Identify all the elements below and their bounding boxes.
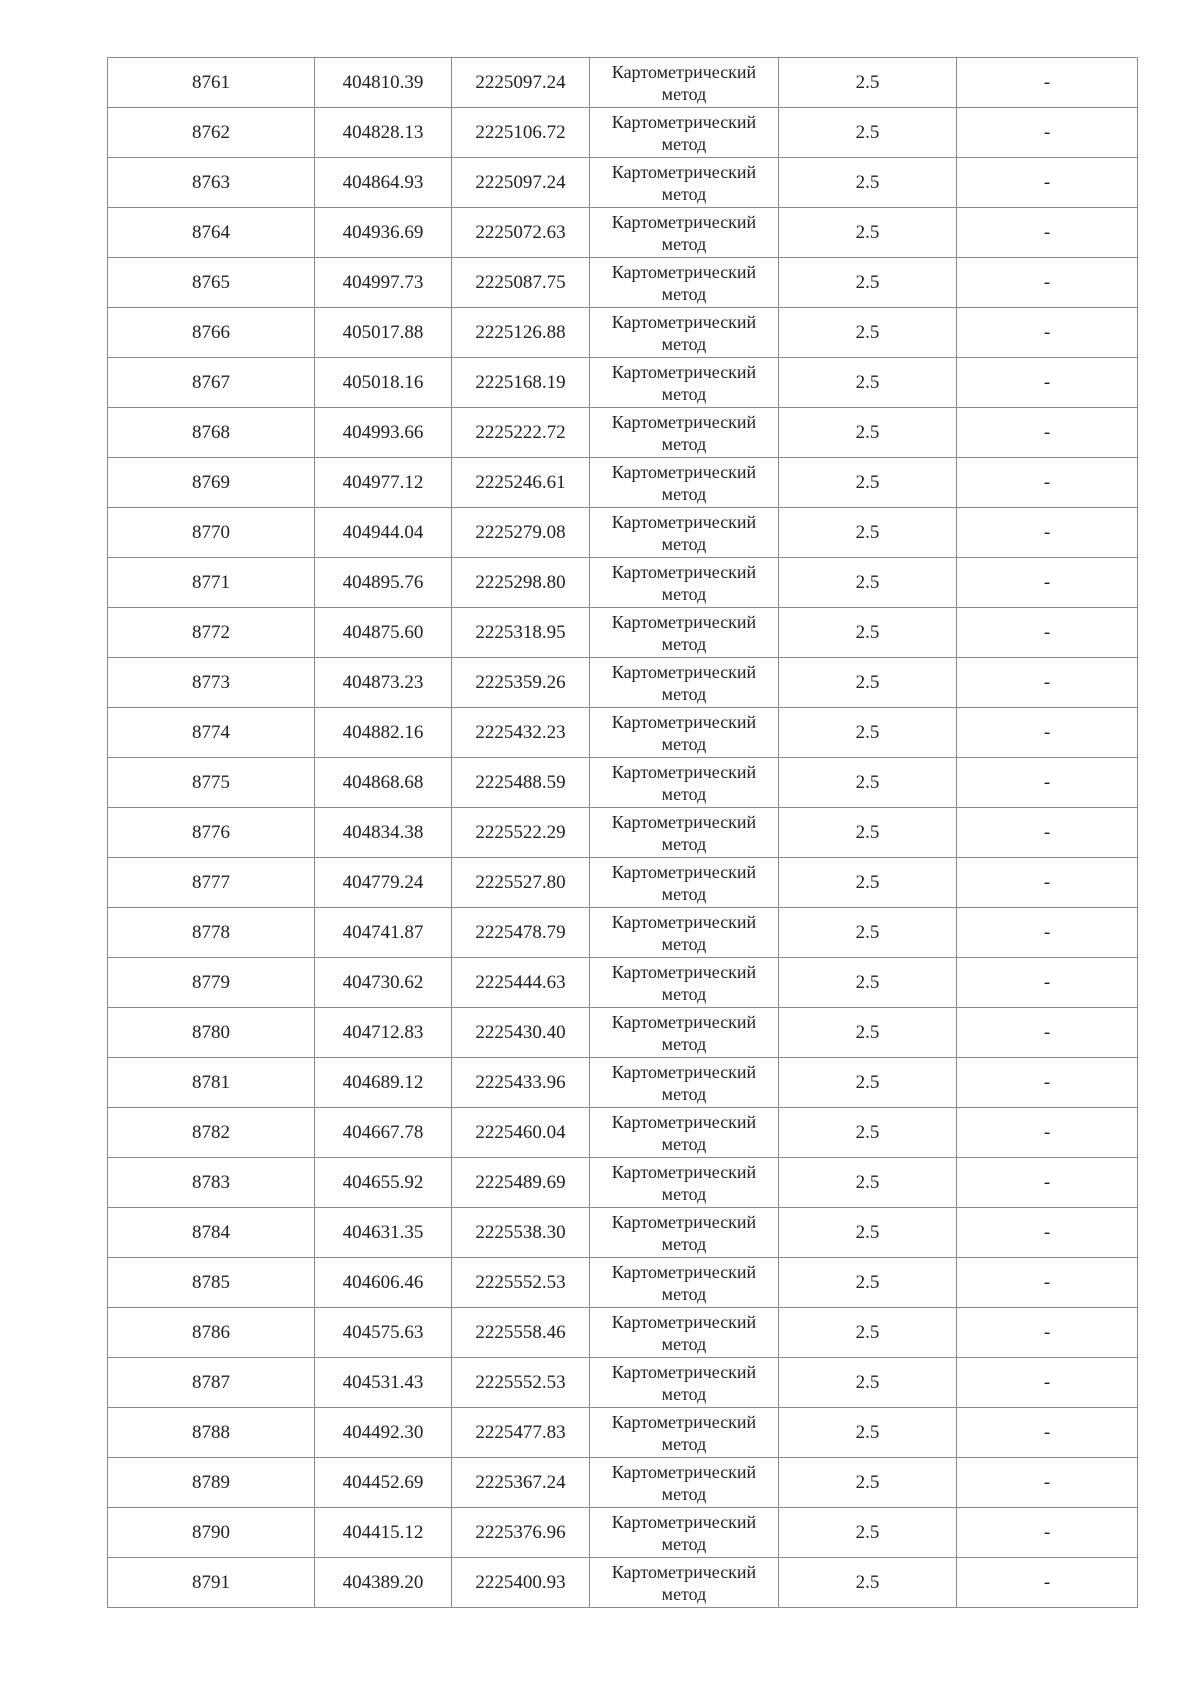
note-cell: -	[957, 1308, 1138, 1358]
table-row	[108, 158, 1138, 208]
point-number-cell: 8790	[108, 1508, 315, 1558]
accuracy-cell: 2.5	[779, 808, 957, 858]
method-cell	[590, 958, 779, 1008]
x-coordinate-cell: 404689.12	[315, 1058, 452, 1108]
table-row	[108, 1358, 1138, 1408]
method-cell	[590, 558, 779, 608]
point-number-cell: 8761	[108, 58, 315, 108]
point-number-cell: 8789	[108, 1458, 315, 1508]
note-cell: -	[957, 958, 1138, 1008]
coordinates-table	[107, 57, 1138, 1608]
accuracy-cell: 2.5	[779, 708, 957, 758]
x-coordinate-cell: 404492.30	[315, 1408, 452, 1458]
method-cell	[590, 858, 779, 908]
method-cell	[590, 1108, 779, 1158]
method-cell	[590, 458, 779, 508]
method-line-1: Картометрический	[611, 262, 757, 282]
y-coordinate-cell: 2225318.95	[452, 608, 590, 658]
x-coordinate-cell: 404730.62	[315, 958, 452, 1008]
method-line-2: метод	[661, 1034, 707, 1054]
y-coordinate-cell: 2225097.24	[452, 58, 590, 108]
method-cell	[590, 1308, 779, 1358]
x-coordinate-cell: 404452.69	[315, 1458, 452, 1508]
table-row	[108, 1508, 1138, 1558]
x-coordinate-cell: 404655.92	[315, 1158, 452, 1208]
point-number-cell: 8773	[108, 658, 315, 708]
method-line-1: Картометрический	[611, 112, 757, 132]
method-cell	[590, 108, 779, 158]
accuracy-cell: 2.5	[779, 458, 957, 508]
note-cell: -	[957, 1258, 1138, 1308]
accuracy-cell: 2.5	[779, 358, 957, 408]
note-cell: -	[957, 108, 1138, 158]
table-row	[108, 908, 1138, 958]
method-line-2: метод	[661, 1084, 707, 1104]
table-row	[108, 808, 1138, 858]
table-row	[108, 208, 1138, 258]
accuracy-cell: 2.5	[779, 1208, 957, 1258]
accuracy-cell: 2.5	[779, 58, 957, 108]
method-line-1: Картометрический	[611, 862, 757, 882]
table-row	[108, 958, 1138, 1008]
method-line-2: метод	[661, 984, 707, 1004]
table-row	[108, 658, 1138, 708]
method-line-2: метод	[661, 434, 707, 454]
note-cell: -	[957, 1458, 1138, 1508]
table-row	[108, 1258, 1138, 1308]
point-number-cell: 8776	[108, 808, 315, 858]
method-cell	[590, 1358, 779, 1408]
method-line-1: Картометрический	[611, 462, 757, 482]
method-cell	[590, 808, 779, 858]
method-line-1: Картометрический	[611, 812, 757, 832]
method-line-2: метод	[661, 484, 707, 504]
y-coordinate-cell: 2225087.75	[452, 258, 590, 308]
accuracy-cell: 2.5	[779, 658, 957, 708]
accuracy-cell: 2.5	[779, 408, 957, 458]
accuracy-cell: 2.5	[779, 1258, 957, 1308]
accuracy-cell: 2.5	[779, 258, 957, 308]
x-coordinate-cell: 404606.46	[315, 1258, 452, 1308]
point-number-cell: 8772	[108, 608, 315, 658]
accuracy-cell: 2.5	[779, 858, 957, 908]
note-cell: -	[957, 408, 1138, 458]
table-row	[108, 1558, 1138, 1608]
table-row	[108, 258, 1138, 308]
point-number-cell: 8780	[108, 1008, 315, 1058]
y-coordinate-cell: 2225558.46	[452, 1308, 590, 1358]
method-line-1: Картометрический	[611, 362, 757, 382]
table-row	[108, 58, 1138, 108]
y-coordinate-cell: 2225489.69	[452, 1158, 590, 1208]
point-number-cell: 8775	[108, 758, 315, 808]
method-cell	[590, 358, 779, 408]
x-coordinate-cell: 404993.66	[315, 408, 452, 458]
point-number-cell: 8779	[108, 958, 315, 1008]
method-cell	[590, 1508, 779, 1558]
method-line-1: Картометрический	[611, 912, 757, 932]
table-row	[108, 408, 1138, 458]
point-number-cell: 8782	[108, 1108, 315, 1158]
method-cell	[590, 1458, 779, 1508]
accuracy-cell: 2.5	[779, 1108, 957, 1158]
x-coordinate-cell: 405017.88	[315, 308, 452, 358]
method-line-2: метод	[661, 534, 707, 554]
note-cell: -	[957, 1108, 1138, 1158]
x-coordinate-cell: 404977.12	[315, 458, 452, 508]
method-line-2: метод	[661, 684, 707, 704]
method-cell	[590, 1408, 779, 1458]
y-coordinate-cell: 2225488.59	[452, 758, 590, 808]
method-line-1: Картометрический	[611, 562, 757, 582]
note-cell: -	[957, 658, 1138, 708]
note-cell: -	[957, 708, 1138, 758]
x-coordinate-cell: 405018.16	[315, 358, 452, 408]
point-number-cell: 8771	[108, 558, 315, 608]
method-line-1: Картометрический	[611, 1062, 757, 1082]
point-number-cell: 8777	[108, 858, 315, 908]
y-coordinate-cell: 2225522.29	[452, 808, 590, 858]
accuracy-cell: 2.5	[779, 608, 957, 658]
table-row	[108, 1008, 1138, 1058]
table-row	[108, 608, 1138, 658]
accuracy-cell: 2.5	[779, 508, 957, 558]
method-line-1: Картометрический	[611, 1562, 757, 1582]
method-line-2: метод	[661, 834, 707, 854]
method-line-1: Картометрический	[611, 1262, 757, 1282]
table-row	[108, 358, 1138, 408]
method-cell	[590, 608, 779, 658]
method-cell	[590, 1258, 779, 1308]
method-line-2: метод	[661, 1334, 707, 1354]
y-coordinate-cell: 2225552.53	[452, 1358, 590, 1408]
point-number-cell: 8786	[108, 1308, 315, 1358]
method-line-2: метод	[661, 1484, 707, 1504]
document-page	[107, 57, 1137, 1608]
point-number-cell: 8783	[108, 1158, 315, 1208]
x-coordinate-cell: 404415.12	[315, 1508, 452, 1558]
accuracy-cell: 2.5	[779, 758, 957, 808]
method-line-1: Картометрический	[611, 412, 757, 432]
point-number-cell: 8781	[108, 1058, 315, 1108]
method-line-2: метод	[661, 1134, 707, 1154]
y-coordinate-cell: 2225359.26	[452, 658, 590, 708]
method-line-1: Картометрический	[611, 1312, 757, 1332]
note-cell: -	[957, 1208, 1138, 1258]
note-cell: -	[957, 808, 1138, 858]
x-coordinate-cell: 404834.38	[315, 808, 452, 858]
x-coordinate-cell: 404936.69	[315, 208, 452, 258]
method-line-2: метод	[661, 334, 707, 354]
x-coordinate-cell: 404667.78	[315, 1108, 452, 1158]
y-coordinate-cell: 2225298.80	[452, 558, 590, 608]
method-line-2: метод	[661, 584, 707, 604]
method-line-1: Картометрический	[611, 962, 757, 982]
y-coordinate-cell: 2225246.61	[452, 458, 590, 508]
note-cell: -	[957, 558, 1138, 608]
table-row	[108, 558, 1138, 608]
method-line-1: Картометрический	[611, 1162, 757, 1182]
method-cell	[590, 908, 779, 958]
table-row	[108, 308, 1138, 358]
method-cell	[590, 308, 779, 358]
x-coordinate-cell: 404810.39	[315, 58, 452, 108]
y-coordinate-cell: 2225444.63	[452, 958, 590, 1008]
point-number-cell: 8787	[108, 1358, 315, 1408]
method-line-2: метод	[661, 234, 707, 254]
method-cell	[590, 208, 779, 258]
accuracy-cell: 2.5	[779, 1358, 957, 1408]
point-number-cell: 8767	[108, 358, 315, 408]
y-coordinate-cell: 2225433.96	[452, 1058, 590, 1108]
table-row	[108, 1058, 1138, 1108]
x-coordinate-cell: 404895.76	[315, 558, 452, 608]
x-coordinate-cell: 404875.60	[315, 608, 452, 658]
y-coordinate-cell: 2225168.19	[452, 358, 590, 408]
note-cell: -	[957, 508, 1138, 558]
method-line-1: Картометрический	[611, 712, 757, 732]
accuracy-cell: 2.5	[779, 1158, 957, 1208]
note-cell: -	[957, 458, 1138, 508]
method-line-2: метод	[661, 634, 707, 654]
accuracy-cell: 2.5	[779, 108, 957, 158]
x-coordinate-cell: 404779.24	[315, 858, 452, 908]
point-number-cell: 8766	[108, 308, 315, 358]
y-coordinate-cell: 2225367.24	[452, 1458, 590, 1508]
method-line-2: метод	[661, 1184, 707, 1204]
point-number-cell: 8785	[108, 1258, 315, 1308]
method-line-1: Картометрический	[611, 162, 757, 182]
y-coordinate-cell: 2225432.23	[452, 708, 590, 758]
y-coordinate-cell: 2225460.04	[452, 1108, 590, 1158]
method-line-2: метод	[661, 384, 707, 404]
method-line-2: метод	[661, 84, 707, 104]
method-cell	[590, 508, 779, 558]
x-coordinate-cell: 404873.23	[315, 658, 452, 708]
method-line-1: Картометрический	[611, 1362, 757, 1382]
method-line-2: метод	[661, 134, 707, 154]
table-row	[108, 708, 1138, 758]
y-coordinate-cell: 2225376.96	[452, 1508, 590, 1558]
method-line-1: Картометрический	[611, 512, 757, 532]
note-cell: -	[957, 208, 1138, 258]
note-cell: -	[957, 158, 1138, 208]
table-row	[108, 1208, 1138, 1258]
note-cell: -	[957, 358, 1138, 408]
x-coordinate-cell: 404712.83	[315, 1008, 452, 1058]
method-line-1: Картометрический	[611, 662, 757, 682]
method-line-2: метод	[661, 1534, 707, 1554]
y-coordinate-cell: 2225072.63	[452, 208, 590, 258]
accuracy-cell: 2.5	[779, 908, 957, 958]
method-line-2: метод	[661, 934, 707, 954]
note-cell: -	[957, 858, 1138, 908]
note-cell: -	[957, 1058, 1138, 1108]
point-number-cell: 8784	[108, 1208, 315, 1258]
point-number-cell: 8764	[108, 208, 315, 258]
note-cell: -	[957, 308, 1138, 358]
y-coordinate-cell: 2225106.72	[452, 108, 590, 158]
table-row	[108, 508, 1138, 558]
method-cell	[590, 258, 779, 308]
accuracy-cell: 2.5	[779, 208, 957, 258]
y-coordinate-cell: 2225430.40	[452, 1008, 590, 1058]
method-line-1: Картометрический	[611, 312, 757, 332]
method-cell	[590, 158, 779, 208]
x-coordinate-cell: 404882.16	[315, 708, 452, 758]
note-cell: -	[957, 1558, 1138, 1608]
accuracy-cell: 2.5	[779, 1558, 957, 1608]
y-coordinate-cell: 2225478.79	[452, 908, 590, 958]
point-number-cell: 8765	[108, 258, 315, 308]
point-number-cell: 8769	[108, 458, 315, 508]
table-row	[108, 1408, 1138, 1458]
method-line-2: метод	[661, 1434, 707, 1454]
table-row	[108, 1458, 1138, 1508]
note-cell: -	[957, 1508, 1138, 1558]
method-line-2: метод	[661, 1284, 707, 1304]
x-coordinate-cell: 404575.63	[315, 1308, 452, 1358]
table-row	[108, 758, 1138, 808]
point-number-cell: 8768	[108, 408, 315, 458]
point-number-cell: 8791	[108, 1558, 315, 1608]
method-line-2: метод	[661, 1584, 707, 1604]
accuracy-cell: 2.5	[779, 158, 957, 208]
accuracy-cell: 2.5	[779, 958, 957, 1008]
method-line-1: Картометрический	[611, 1512, 757, 1532]
point-number-cell: 8778	[108, 908, 315, 958]
accuracy-cell: 2.5	[779, 1008, 957, 1058]
method-line-1: Картометрический	[611, 1412, 757, 1432]
y-coordinate-cell: 2225279.08	[452, 508, 590, 558]
accuracy-cell: 2.5	[779, 1308, 957, 1358]
table-row	[108, 1108, 1138, 1158]
method-cell	[590, 58, 779, 108]
method-cell	[590, 758, 779, 808]
y-coordinate-cell: 2225222.72	[452, 408, 590, 458]
method-cell	[590, 708, 779, 758]
method-cell	[590, 658, 779, 708]
note-cell: -	[957, 1408, 1138, 1458]
y-coordinate-cell: 2225477.83	[452, 1408, 590, 1458]
method-line-2: метод	[661, 784, 707, 804]
x-coordinate-cell: 404531.43	[315, 1358, 452, 1408]
method-line-2: метод	[661, 184, 707, 204]
y-coordinate-cell: 2225126.88	[452, 308, 590, 358]
method-line-1: Картометрический	[611, 1212, 757, 1232]
method-line-2: метод	[661, 734, 707, 754]
note-cell: -	[957, 758, 1138, 808]
table-row	[108, 1158, 1138, 1208]
method-line-1: Картометрический	[611, 1462, 757, 1482]
method-cell	[590, 1158, 779, 1208]
y-coordinate-cell: 2225527.80	[452, 858, 590, 908]
table-row	[108, 858, 1138, 908]
note-cell: -	[957, 1008, 1138, 1058]
x-coordinate-cell: 404997.73	[315, 258, 452, 308]
accuracy-cell: 2.5	[779, 558, 957, 608]
point-number-cell: 8770	[108, 508, 315, 558]
x-coordinate-cell: 404828.13	[315, 108, 452, 158]
accuracy-cell: 2.5	[779, 1458, 957, 1508]
y-coordinate-cell: 2225538.30	[452, 1208, 590, 1258]
method-cell	[590, 1208, 779, 1258]
y-coordinate-cell: 2225552.53	[452, 1258, 590, 1308]
accuracy-cell: 2.5	[779, 1058, 957, 1108]
x-coordinate-cell: 404631.35	[315, 1208, 452, 1258]
method-line-1: Картометрический	[611, 612, 757, 632]
method-cell	[590, 1558, 779, 1608]
method-cell	[590, 1008, 779, 1058]
point-number-cell: 8774	[108, 708, 315, 758]
method-cell	[590, 408, 779, 458]
method-line-1: Картометрический	[611, 1112, 757, 1132]
y-coordinate-cell: 2225400.93	[452, 1558, 590, 1608]
point-number-cell: 8788	[108, 1408, 315, 1458]
accuracy-cell: 2.5	[779, 1408, 957, 1458]
x-coordinate-cell: 404868.68	[315, 758, 452, 808]
note-cell: -	[957, 608, 1138, 658]
point-number-cell: 8762	[108, 108, 315, 158]
accuracy-cell: 2.5	[779, 1508, 957, 1558]
x-coordinate-cell: 404864.93	[315, 158, 452, 208]
table-row	[108, 458, 1138, 508]
note-cell: -	[957, 258, 1138, 308]
note-cell: -	[957, 908, 1138, 958]
point-number-cell: 8763	[108, 158, 315, 208]
method-line-1: Картометрический	[611, 1012, 757, 1032]
note-cell: -	[957, 1358, 1138, 1408]
note-cell: -	[957, 1158, 1138, 1208]
table-row	[108, 1308, 1138, 1358]
method-line-2: метод	[661, 884, 707, 904]
method-line-1: Картометрический	[611, 212, 757, 232]
table-row	[108, 108, 1138, 158]
x-coordinate-cell: 404944.04	[315, 508, 452, 558]
method-line-2: метод	[661, 1384, 707, 1404]
method-line-1: Картометрический	[611, 62, 757, 82]
method-cell	[590, 1058, 779, 1108]
method-line-2: метод	[661, 284, 707, 304]
x-coordinate-cell: 404389.20	[315, 1558, 452, 1608]
method-line-2: метод	[661, 1234, 707, 1254]
coordinates-table-body	[108, 58, 1138, 1608]
note-cell: -	[957, 58, 1138, 108]
y-coordinate-cell: 2225097.24	[452, 158, 590, 208]
accuracy-cell: 2.5	[779, 308, 957, 358]
x-coordinate-cell: 404741.87	[315, 908, 452, 958]
method-line-1: Картометрический	[611, 762, 757, 782]
